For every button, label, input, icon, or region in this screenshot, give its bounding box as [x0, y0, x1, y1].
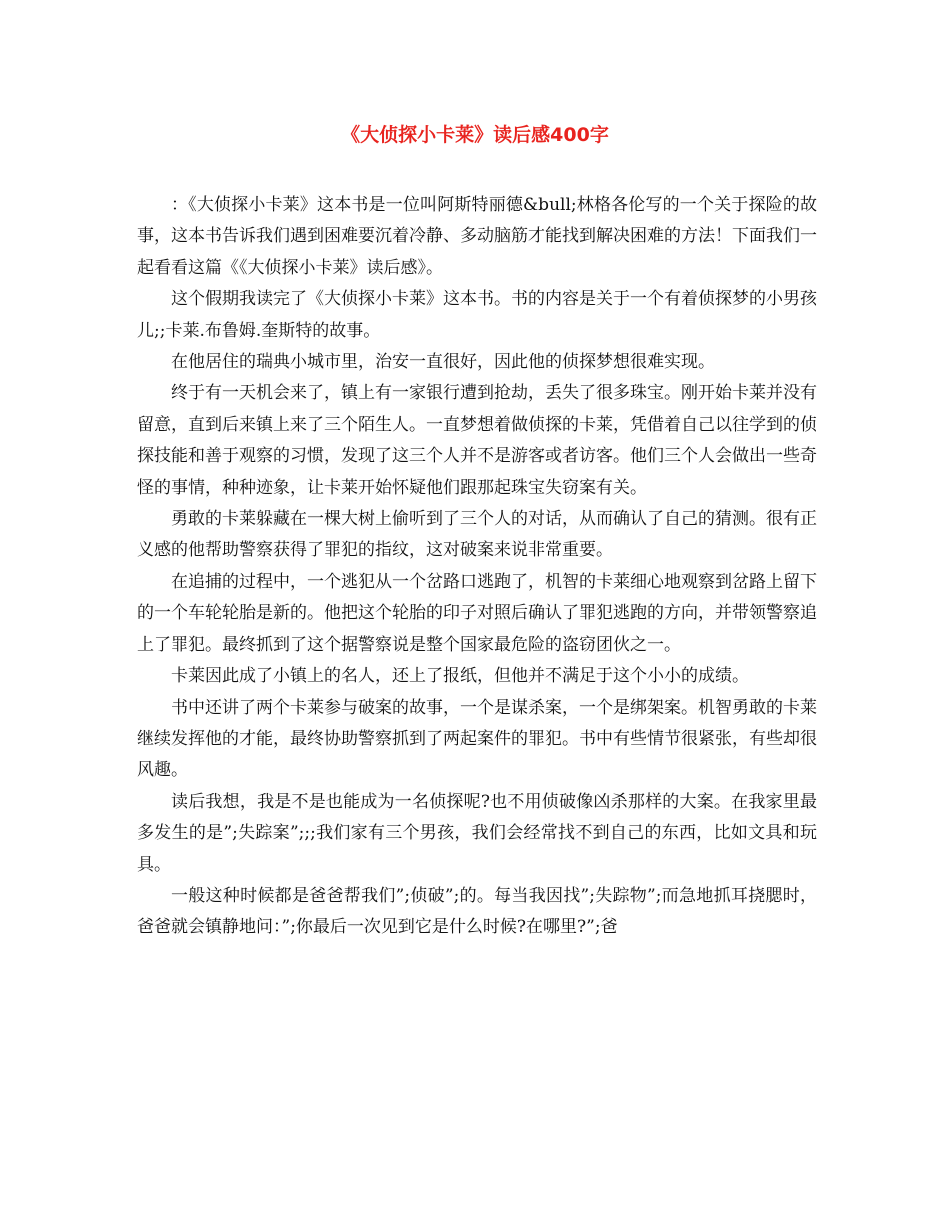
paragraph: 在他居住的瑞典小城市里，治安一直很好，因此他的侦探梦想很难实现。	[171, 352, 715, 373]
paragraph: 读后我想，我是不是也能成为一名侦探呢?也不用侦破像凶杀那样的大案。在我家里最多发生的是”;失踪案”;;;我们家有三个男孩，我们会经常找不到自己的东西，比如文具和玩具。	[137, 791, 817, 875]
paragraph: 一般这种时候都是爸爸帮我们”;侦破”;的。每当我因找”;失踪物”;而急地抓耳挠腮时，爸爸就会镇静地问：”;你最后一次见到它是什么时候?在哪里?”;爸	[137, 885, 817, 938]
document-title: 《大侦探小卡莱》读后感400字	[341, 124, 609, 146]
paragraph: ：《大侦探小卡莱》这本书是一位叫阿斯特丽德&bull;林格各伦写的一个关于探险的故事，这本书告诉我们遇到困难要沉着冷静、多动脑筋才能找到解决困难的方法！下面我们一起看看这篇《《大侦探小卡莱》读后感》。	[137, 195, 817, 278]
paragraph: 勇敢的卡莱躲藏在一棵大树上偷听到了三个人的对话，从而确认了自己的猜测。很有正义感的他帮助警察获得了罪犯的指纹，这对破案来说非常重要。	[137, 509, 817, 561]
paragraph: 终于有一天机会来了，镇上有一家银行遭到抢劫，丢失了很多珠宝。刚开始卡莱并没有留意，直到后来镇上来了三个陌生人。一直梦想着做侦探的卡莱，凭借着自己以往学到的侦探技能和善于观察的习惯，发现了这三个人并不是游客或者访客。他们三个人会做出一些奇怪的事情，种种迹象，让卡莱开始怀疑他们跟那起珠宝失窃案有关。	[137, 383, 817, 498]
paragraph: 这个假期我读完了《大侦探小卡莱》这本书。书的内容是关于一个有着侦探梦的小男孩儿;;卡莱.布鲁姆.奎斯特的故事。	[137, 289, 817, 341]
document-body	[137, 190, 817, 944]
paragraph: 在追捕的过程中，一个逃犯从一个岔路口逃跑了，机智的卡莱细心地观察到岔路上留下的一个车轮轮胎是新的。他把这个轮胎的印子对照后确认了罪犯逃跑的方向，并带领警察追上了罪犯。最终抓到了这个据警察说是整个国家最危险的盗窃团伙之一。	[137, 571, 817, 655]
paragraph: 书中还讲了两个卡莱参与破案的故事，一个是谋杀案，一个是绑架案。机智勇敢的卡莱继续发挥他的才能，最终协助警察抓到了两起案件的罪犯。书中有些情节很紧张，有些却很风趣。	[137, 697, 817, 781]
paragraph: 卡莱因此成了小镇上的名人，还上了报纸，但他并不满足于这个小小的成绩。	[171, 666, 749, 687]
